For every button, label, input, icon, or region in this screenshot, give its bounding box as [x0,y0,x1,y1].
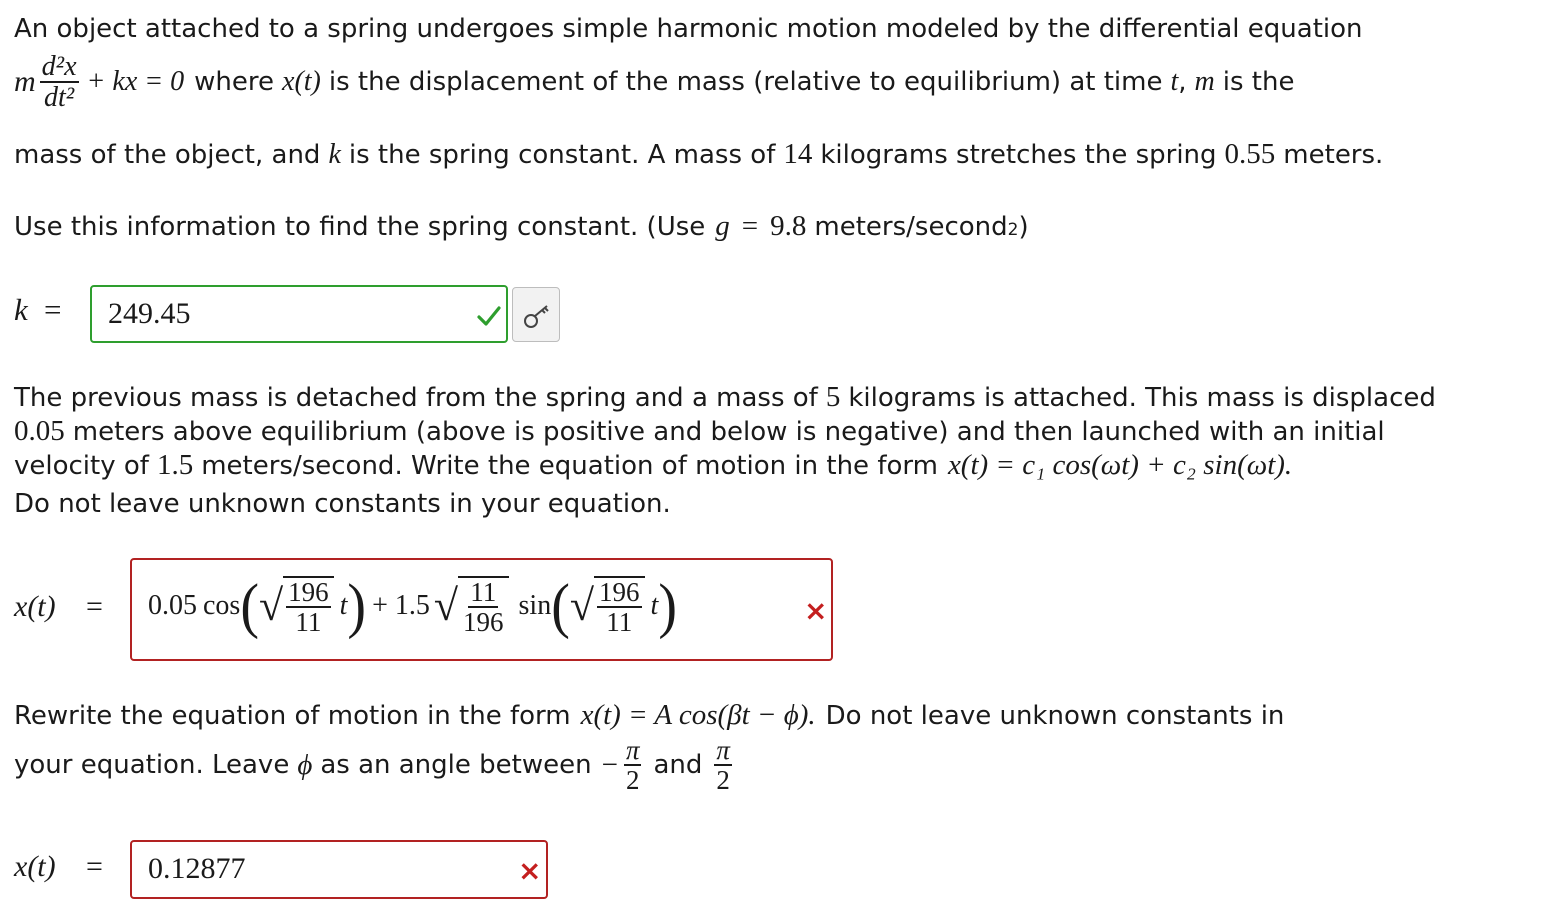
check-icon [476,303,502,329]
q2-sqrt-3 [570,576,645,637]
q2-answer-expression [148,572,677,641]
q3-frac-pi-2 [714,736,732,795]
intro-line3d: meters. [1283,140,1384,170]
q3-pi-2: π [716,735,730,765]
close-paren-icon: ) [347,572,367,641]
q2-sqrt-3-body [594,576,645,637]
q2-line-4 [14,489,671,519]
open-paren-icon: ( [240,572,259,641]
q3-line-2 [14,736,732,795]
q2-form: x(t) = c₁ cos(ωt) + c₂ sin(ωt). [947,449,1293,481]
q3-answer-input[interactable] [130,840,548,899]
q2-frac-2 [461,578,506,637]
q2-p3a: velocity of [14,451,149,481]
q1-eq-sign: = [741,210,759,242]
q2-line-1 [14,381,1436,414]
q2-sqrt-1-body [283,576,334,637]
intro-line3a: mass of the object, and [14,140,321,170]
intro-where: where [194,67,275,98]
q3-frac-neg-pi-2 [624,736,642,795]
q2-disp: 0.05 [14,415,65,447]
q1-g: g [715,210,730,242]
q2-p3b: meters/second. Write the equation of motion in the form [201,451,938,481]
q1-answer-input[interactable] [90,285,508,343]
q2-ans-plus: + 1.5 [372,590,430,622]
q2-sqrt-2 [434,576,509,637]
q2-frac-1-den: 11 [295,607,322,638]
q2-frac-1 [286,578,331,637]
wrong-x-icon: × [804,594,828,627]
q2-frac-3 [597,578,642,637]
q1-g-value: 9.8 [770,210,807,242]
q2-mass2: 5 [825,381,841,413]
q2-p1a: The previous mass is detached from the spring and a mass of [14,383,818,413]
ode-m: m [14,65,36,99]
q3-p1b: Do not leave unknown constants in [825,701,1285,731]
intro-text-1: An object attached to a spring undergoes simple harmonic motion modeled by the differential equation [14,14,1363,44]
q1-answer-value: 249.45 [108,297,191,330]
q2-p1b: kilograms is attached. This mass is displaced [848,383,1436,413]
q2-p4: Do not leave unknown constants in your equation. [14,489,671,519]
q3-line-1 [14,699,1284,732]
q1-units: meters/second [814,212,1008,242]
q3-form: x(t) = A cos(βt − ϕ). [580,699,816,731]
ode-equation [14,52,1294,113]
ode-numerator: d²x [41,51,77,82]
q3-two-1: 2 [625,765,640,796]
intro-m: m [1194,66,1215,98]
q3-label: x(t) [14,850,56,883]
wrong-x-icon: × [518,854,542,887]
ode-fraction [40,52,79,113]
sqrt-icon: √ [433,581,459,631]
q2-line-3 [14,449,1292,482]
q2-vel: 1.5 [156,449,194,481]
intro-stretch: 0.55 [1224,138,1276,170]
q2-p2: meters above equilibrium (above is positive and below is negative) and then launched with an initial [72,417,1385,447]
intro-is-the: is the [1222,67,1295,98]
intro-line-3 [14,138,1383,171]
q3-two-2: 2 [716,765,730,796]
sqrt-icon: √ [258,581,284,631]
q2-label: x(t) [14,590,56,623]
q2-frac-2-num: 11 [470,577,497,607]
q2-answer-input[interactable] [130,558,833,661]
q2-frac-1-num: 196 [288,577,329,607]
intro-mass1: 14 [783,138,813,170]
q2-frac-3-den: 11 [606,607,633,638]
ode-denominator: dt² [43,82,75,114]
q2-line-2 [14,415,1385,448]
ode-rest: + kx = 0 [86,66,185,98]
q3-pi-1: π [625,735,640,765]
intro-line3c: kilograms stretches the spring [820,140,1217,170]
q3-p1a: Rewrite the equation of motion in the form [14,701,571,731]
q2-label-eq: = [86,590,103,623]
q3-answer-value: 0.12877 [148,852,246,885]
q2-ans-c1: 0.05 [148,590,197,622]
intro-comma: , [1178,67,1187,98]
intro-line2-mid: is the displacement of the mass (relative to equilibrium) at time [328,67,1163,98]
q1-units-exponent: 2 [1007,220,1019,240]
key-icon [513,288,561,343]
q1-prompt [14,210,1029,243]
sqrt-icon: √ [569,581,595,631]
q2-ans-sin: sin [518,590,552,622]
q3-p2a: your equation. Leave [14,750,290,781]
q2-frac-2-den: 196 [463,607,504,638]
q3-p2b: as an angle between [320,750,592,781]
q2-frac-3-num: 196 [599,577,640,607]
q3-label-eq: = [86,850,103,883]
intro-xt: x(t) [282,66,321,98]
q1-label-eq: = [44,292,62,327]
q2-sqrt-1 [259,576,334,637]
q1-prompt-text: Use this information to find the spring constant. (Use [14,212,706,242]
q3-minus: − [601,748,618,781]
intro-k: k [328,139,341,170]
q3-phi: ϕ [297,748,313,781]
q1-label-k: k [14,292,28,327]
open-paren-icon: ( [551,572,570,641]
show-answer-button[interactable] [512,287,560,342]
q2-ans-t2: t [650,590,659,622]
intro-t: t [1170,66,1179,98]
close-paren-icon: ) [658,572,677,641]
intro-line-1 [14,14,1363,44]
q2-ans-cos: cos [203,590,241,622]
q2-sqrt-2-body [458,576,509,637]
intro-line3b: is the spring constant. A mass of [348,140,776,170]
q2-ans-t1: t [339,590,348,622]
q1-close-paren: ) [1018,212,1029,242]
q3-and: and [653,750,703,781]
